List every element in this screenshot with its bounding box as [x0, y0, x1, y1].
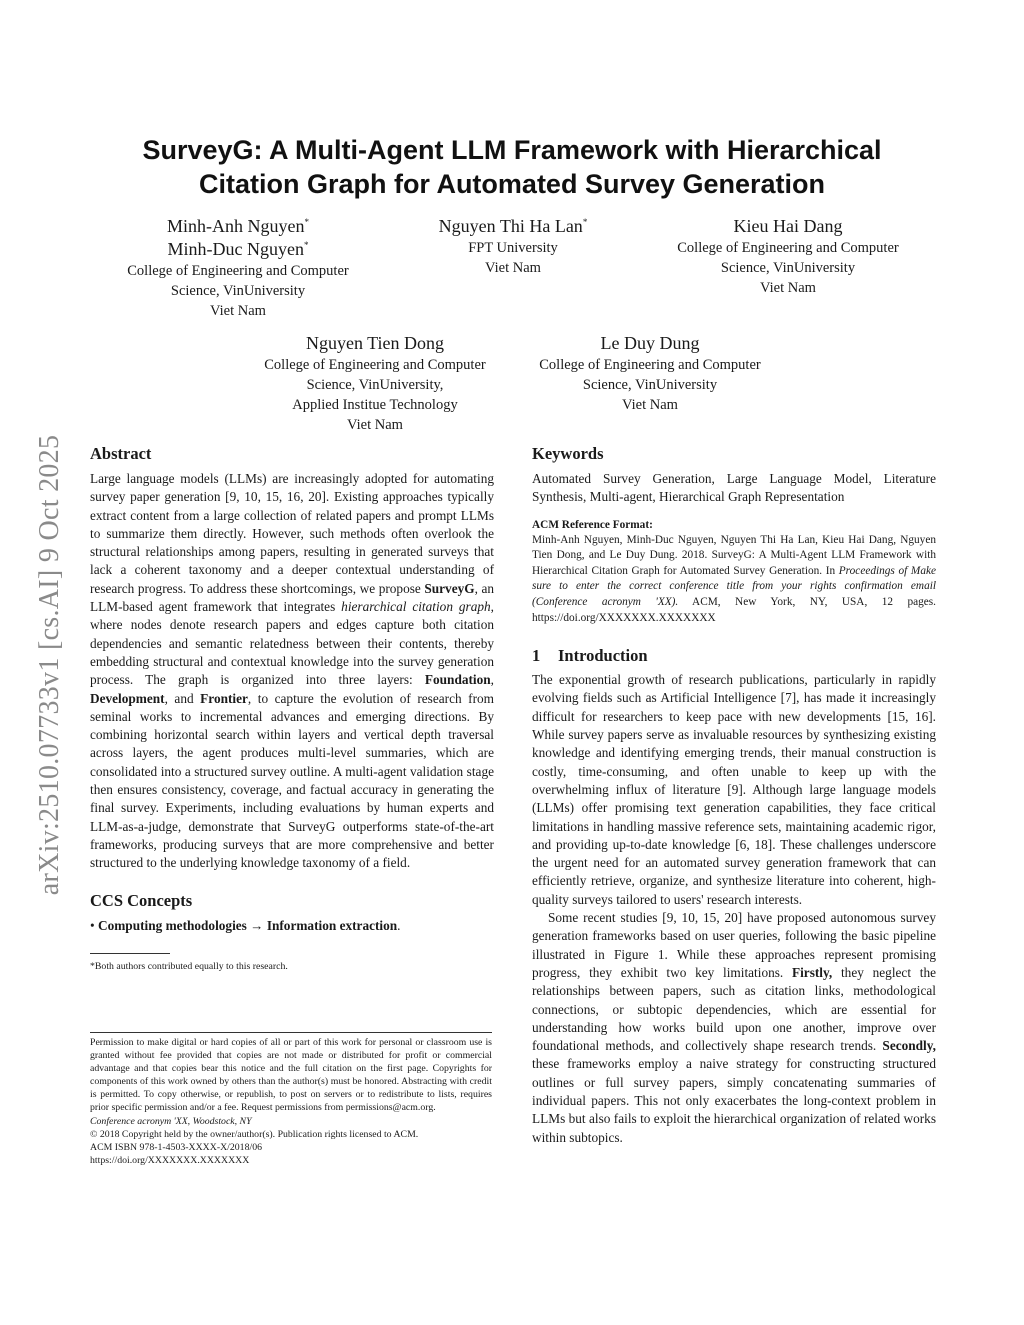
author-block-3 [650, 215, 926, 298]
author-affiliation: FPT University [468, 240, 558, 256]
author-name: Kieu Hai Dang [733, 216, 843, 236]
author-affiliation: College of Engineering and Computer [539, 357, 761, 373]
isbn-line: ACM ISBN 978-1-4503-XXXX-X/2018/06 [90, 1141, 262, 1153]
title-line-2: Citation Graph for Automated Survey Generation [198, 169, 826, 199]
arxiv-id: arXiv:2510.07733v1 [cs.AI] 9 Oct 2025 [34, 434, 65, 896]
author-country: Viet Nam [622, 397, 678, 413]
permission-rule [90, 1032, 492, 1033]
author-affiliation: College of Engineering and Computer [677, 240, 899, 256]
author-name: Le Duy Dung [600, 333, 700, 353]
bold-term: Frontier [200, 690, 248, 706]
author-block-2 [400, 215, 626, 278]
section-title: Introduction [558, 646, 648, 666]
bold-term: SurveyG [424, 580, 475, 596]
author-affiliation: Applied Institue Technology [292, 397, 458, 413]
copyright-line: © 2018 Copyright held by the owner/author(s). Publication rights licensed to ACM. [90, 1128, 419, 1140]
italic-term: hierarchical citation graph [341, 599, 491, 615]
permission-text: Permission to make digital or hard copies of all or part of this work for personal or classroom use is granted without fee provided that copies are not made or distributed for profit or commercial advantage and that copies bear this notice and the full citation on the first page. Copyrights for components of this work owned by others than the author(s) must be honored. Abstracting with credit is permitted. To copy otherwise, or republish, to post on servers or to redistribute to lists, requires prior specific permission and/or a fee. Request permissions from permissions@acm.org. [90, 1037, 492, 1114]
bold-term: Development [90, 690, 165, 706]
author-name: Nguyen Thi Ha Lan* [438, 216, 588, 236]
keywords-heading: Keywords [532, 444, 604, 463]
author-affiliation: Science, VinUniversity, [306, 377, 444, 393]
intro-paragraph-1: The exponential growth of research publications, particularly in rapidly evolving fields such as Artificial Intelligence [7], has made it increasingly difficult for researchers to keep pace with new developments [15, 16]. While survey papers serve as invaluable resources by synthesizing existing knowledge and identifying emerging trends, their manual construction is costly, time-consuming, and often unable to keep up with the overwhelming influx of literature [9]. Although large language models (LLMs) offer promising text generation capabilities, they face critical limitations in handling massive reference sets, maintaining academic rigor, and providing up-to-date knowledge [6, 18]. These challenges underscore the urgent need for an automated survey generation framework that can efficiently retrieve, organize, and synthesize literature into coherent, high-quality surveys tailored to users' research interests. [532, 672, 936, 907]
author-block-5 [512, 332, 788, 415]
acm-ref-text: Minh-Anh Nguyen, Minh-Duc Nguyen, Nguyen Thi Ha Lan, Kieu Hai Dang, Nguyen Tien Dong, and Le Duy Dung. 2018. SurveyG: A Multi-Agent LLM Framework with Hierarchical Citation Graph for Automated Survey Generation. In Proceedings of Make sure to enter the correct conference title from your rights confirmation email (Conference acronym 'XX). ACM, New York, NY, USA, 12 pages. https://doi.org/XXXXXXX.XXXXXXX [532, 533, 937, 624]
bold-term: Foundation [424, 672, 491, 688]
section-number: 1 [532, 646, 541, 666]
abstract-text: Large language models (LLMs) are increasingly adopted for automating survey paper generation [9, 10, 15, 16, 20]. Existing approaches typically extract content from a large collection of related papers and prompt LLMs to summarize them directly. However, such methods often overlook the structural relationships among papers, resulting in generated surveys that lack a coherent taxonomy and a deeper contextual understanding of research progress. To address these shortcomings, we propose SurveyG, an LLM-based agent framework that integrates hierarchical citation graph, where nodes denote research papers and edges capture both citation dependencies and semantic relatedness between their contents, thereby embedding structural and contextual knowledge into the survey generation process. The graph is organized into three layers: Foundation, Development, and Frontier, to capture the evolution of research from seminal works to incremental advances and emerging directions. By combining horizontal search within layers and vertical depth traversal across layers, the agent produces multi-level summaries, which are consolidated into a structured survey outline. A multi-agent validation stage then ensures consistency, coverage, and factual accuracy in generating the final survey. Experiments, including evaluations by human experts and LLM-as-a-judge, demonstrate that SurveyG outperforms state-of-the-art frameworks, producing surveys that are more comprehensive and better structured to the underlying knowledge taxonomy of a field. [90, 471, 495, 871]
author-affiliation: College of Engineering and Computer [127, 263, 349, 279]
intro-paragraph-2: Some recent studies [9, 10, 15, 20] have proposed autonomous survey generation frameworks based on user queries, following the basic pipeline illustrated in Figure 1. While these approaches represent promising progress, they exhibit two key limitations. Firstly, they neglect the relationships between papers, such as citation links, methodological connections, or subtopic dependencies, which are essential for understanding how works build upon one another, improve over foundational methods, and collectively shape research trends. Secondly, these frameworks employ a naive strategy for constructing structured outlines or full survey papers, simply concatenating summaries of individual papers. This not only exacerbates the long-context problem in LLMs but also fails to exploit the hierarchical organization of related works within subtopics. [532, 910, 936, 1145]
intro-text [532, 671, 936, 1147]
permission-block [90, 1032, 492, 1167]
left-column [90, 444, 494, 973]
author-name: Nguyen Tien Dong [305, 333, 444, 353]
footnote: *Both authors contributed equally to this research. [90, 960, 288, 972]
ccs-heading: CCS Concepts [90, 890, 193, 910]
title-line-1: SurveyG: A Multi-Agent LLM Framework with Hierarchical [142, 135, 882, 165]
ccs-concepts: • Computing methodologies → Information extraction. [90, 917, 401, 933]
author-affiliation: College of Engineering and Computer [264, 357, 486, 373]
acm-ref-heading: ACM Reference Format: [532, 518, 653, 531]
keywords-text: Automated Survey Generation, Large Language Model, Literature Synthesis, Multi-agent, Hierarchical Graph Representation [532, 471, 936, 505]
author-country: Viet Nam [210, 303, 266, 319]
intro-heading [532, 646, 936, 666]
arxiv-stamp [30, 385, 70, 945]
author-block-4 [237, 332, 513, 435]
paper-title [100, 133, 924, 201]
author-block-1 [100, 215, 376, 321]
author-affiliation: Science, VinUniversity [170, 283, 306, 299]
author-affiliation: Science, VinUniversity [582, 377, 718, 393]
author-country: Viet Nam [347, 417, 403, 433]
author-name: Minh-Anh Nguyen* [167, 216, 309, 236]
footnote-rule [90, 953, 170, 954]
doi-link[interactable]: https://doi.org/XXXXXXX.XXXXXXX [90, 1154, 250, 1166]
author-country: Viet Nam [760, 280, 816, 296]
right-column [532, 444, 936, 1147]
conference-line: Conference acronym 'XX, Woodstock, NY [90, 1115, 252, 1127]
author-affiliation: Science, VinUniversity [720, 260, 856, 276]
author-country: Viet Nam [485, 260, 541, 276]
author-name: Minh-Duc Nguyen* [167, 239, 309, 259]
abstract-heading: Abstract [90, 444, 152, 463]
